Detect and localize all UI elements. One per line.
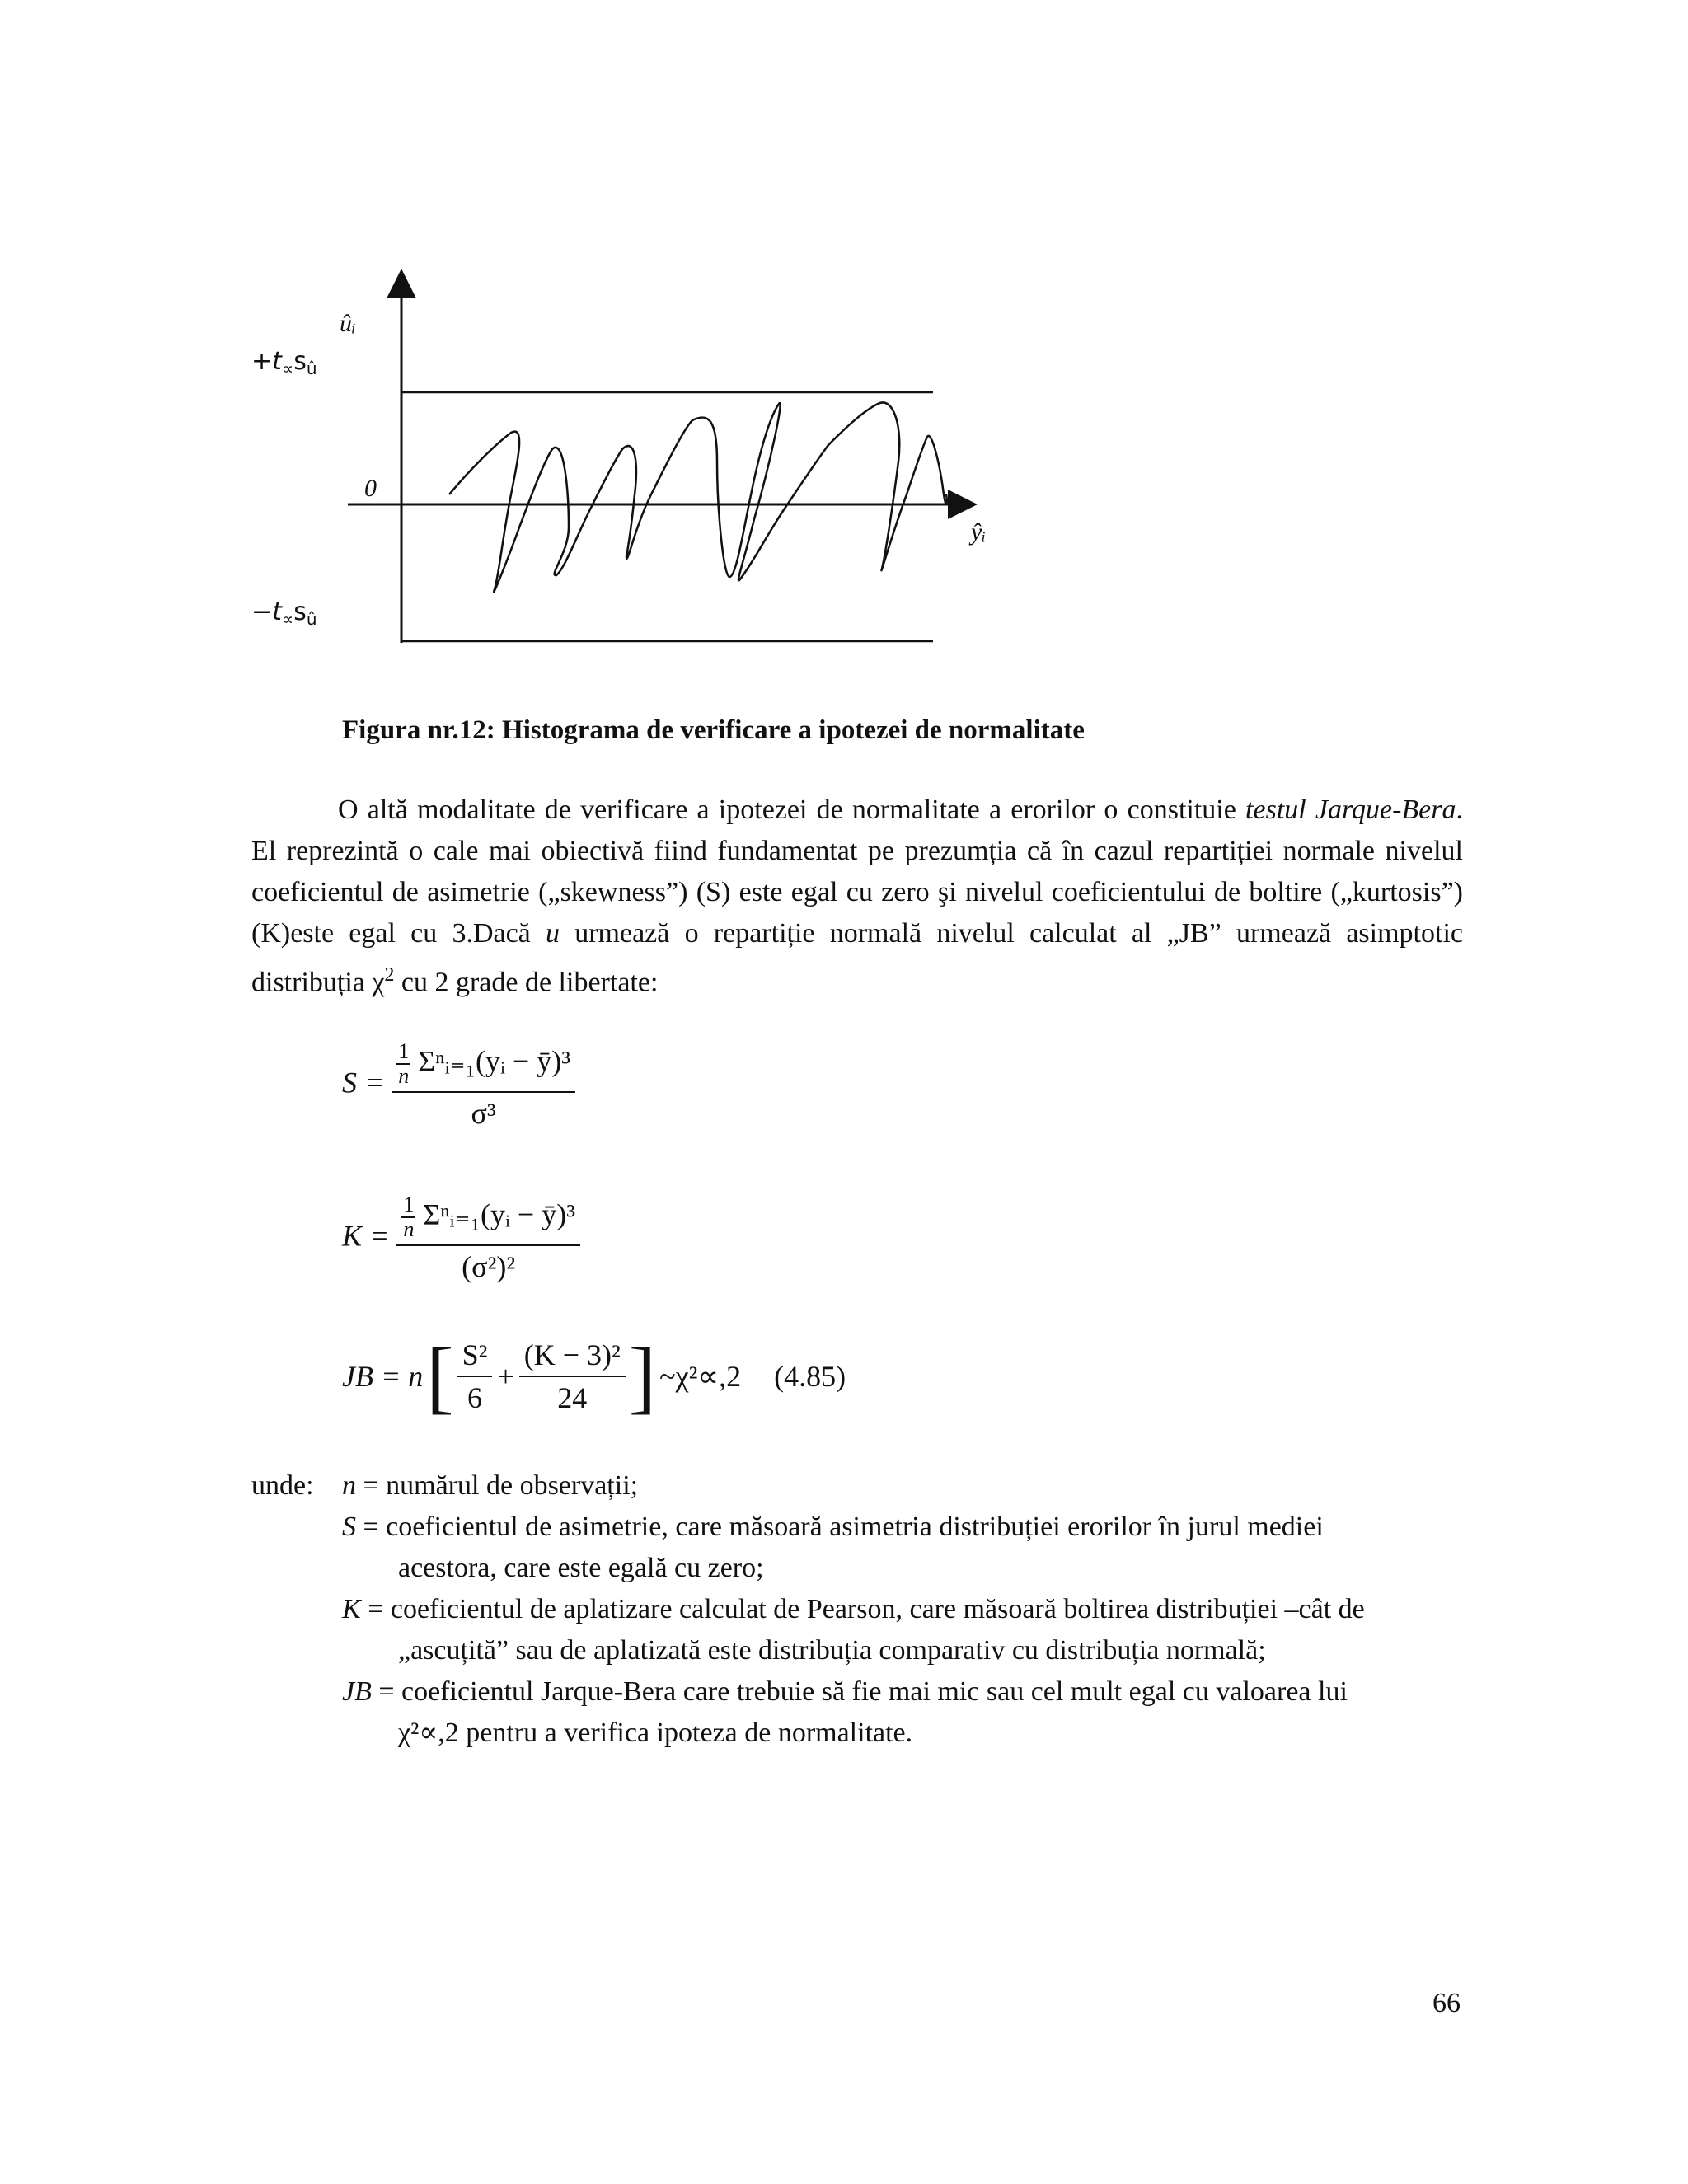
equation-skewness: S = $\frac{1}{n}$ Σⁿᵢ₌₁(yᵢ − ȳ)³ σ³ [342, 1040, 575, 1131]
figure-caption: Figura nr.12: Histograma de verificare a ipotezei de normalitate [342, 715, 1085, 745]
equation-kurtosis: K = $\frac{1}{n}$ Σⁿᵢ₌₁(yᵢ − ȳ)³ (σ²)² [342, 1193, 580, 1284]
upper-band-label: $+t_\propto s_û$ [251, 347, 317, 378]
y-axis-label: ûᵢ [340, 310, 356, 337]
definition-k: K = coeficientul de aplatizare calculat de Pearson, care măsoară boltirea distribuției –cât de „ascuțită” sau de aplatizată este distribuția comparativ cu distribuția normală; [342, 1594, 1365, 1666]
residual-curve [449, 402, 947, 592]
residual-plot-figure [239, 260, 1030, 663]
residual-plot-svg [239, 260, 1030, 663]
body-paragraph: O altă modalitate de verificare a ipotezei de normalitate a erorilor o constituie testul Jarque-Bera. El reprezintă o cale mai obiectivă fiind fundamentat pe prezumția că în cazul repartiției normale nivelul coeficientul de asimetrie („skewness”) (S) este egal cu zero şi nivelul coeficientului de boltire („kurtosis”) (K)este egal cu 3.Dacă u urmează o repartiție normală nivelul calculat al „JB” urmează asimptotic distribuția $\chi^2$ cu 2 grade de libertate: [251, 794, 1463, 998]
definition-s: S = coeficientul de asimetrie, care măsoară asimetria distribuției erorilor în jurul mediei acestora, care este egală cu zero; [342, 1511, 1324, 1583]
definition-n: unde: n = numărul de observații; [251, 1470, 639, 1501]
italic-term: testul Jarque-Bera [1245, 794, 1456, 825]
definitions-list [251, 1465, 1463, 1754]
equation-jarque-bera: JB = n [ $\frac{\text{S²}}{6}$ + $\frac{\text{(K − 3)²}}{24}$ ] ~χ²∝,2 (4.85) [342, 1330, 846, 1422]
lower-band-label: $-t_\propto s_û$ [251, 598, 317, 629]
x-axis-label: ŷᵢ [971, 518, 987, 546]
page-number: 66 [1432, 1988, 1461, 2018]
definition-jb: JB = coeficientul Jarque-Bera care trebuie să fie mai mic sau cel mult egal cu valoarea lui χ²∝,2 pentru a verifica ipoteza de normalitate. [342, 1676, 1348, 1748]
equation-number: (4.85) [774, 1360, 846, 1393]
zero-label: 0 [364, 475, 377, 502]
